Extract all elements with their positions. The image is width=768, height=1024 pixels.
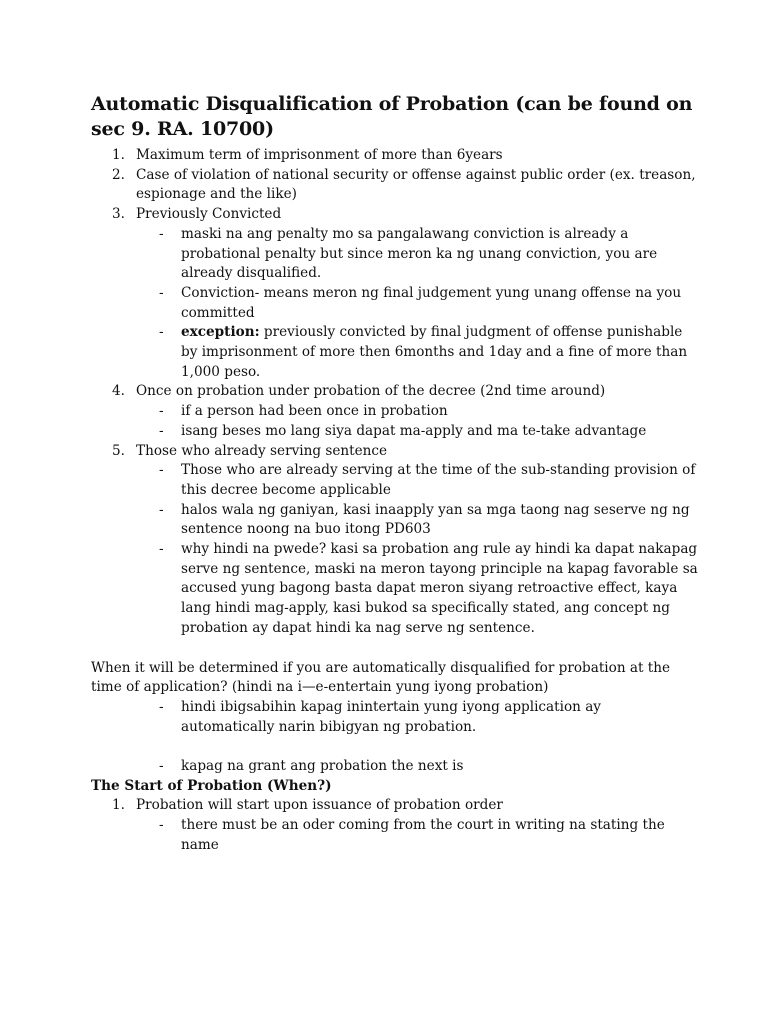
sub-item: [91, 501, 698, 540]
para-sub-item: [91, 698, 698, 737]
list-item: [91, 442, 698, 639]
item-number: 5.: [112, 442, 125, 459]
para-sub-text: kapag na grant ang probation the next is: [181, 758, 464, 775]
application-paragraph: When it will be determined if you are automatically disqualified for probation at the time of application? (hindi na i—e-entertain yung iyong probation): [91, 659, 671, 696]
dash-bullet: -: [159, 541, 164, 558]
dash-bullet: -: [159, 817, 164, 834]
sub-text: Conviction- means meron ng final judgement yung unang offense na you committed: [181, 284, 682, 321]
sub-list: [136, 402, 698, 441]
list-item: [91, 146, 698, 166]
sub-text: halos wala ng ganiyan, kasi inaapply yan sa mga taong nag seserve ng ng sentence noong na buo itong PD603: [181, 501, 690, 538]
document-body: [91, 146, 698, 856]
item-text: Case of violation of national security or offense against public order (ex. treason, espionage and the like): [136, 166, 696, 203]
item-text: Those who already serving sentence: [136, 442, 388, 459]
dash-bullet: -: [159, 284, 164, 301]
disqualification-list: [91, 146, 698, 639]
item-text: Once on probation under probation of the decree (2nd time around): [136, 383, 606, 400]
item-number: 3.: [112, 206, 125, 223]
start-of-probation-list: [91, 796, 698, 855]
dash-bullet: -: [159, 403, 164, 420]
item-number: 1.: [112, 797, 125, 814]
blank-line: [91, 737, 698, 757]
sub-item: [91, 422, 698, 442]
sub-list: [136, 816, 698, 855]
item-text: Probation will start upon issuance of probation order: [136, 797, 503, 814]
sub-list: [136, 461, 698, 638]
document-title: Automatic Disqualification of Probation (can be found on sec 9. RA. 10700): [91, 93, 693, 140]
para-sub-text: hindi ibigsabihin kapag inintertain yung iyong application ay automatically narin bibigyan ng probation.: [181, 698, 601, 735]
sub-item: [91, 225, 698, 284]
item-text: Previously Convicted: [136, 206, 282, 223]
dash-bullet: -: [159, 462, 164, 479]
sub-text: there must be an oder coming from the court in writing na stating the name: [181, 817, 665, 853]
dash-bullet: -: [159, 422, 164, 439]
sub-text: maski na ang penalty mo sa pangalawang conviction is already a probational penalty but since meron ka ng unang conviction, you are already disqualified.: [181, 225, 658, 282]
sub-text: isang beses mo lang siya dapat ma-apply and ma te-take advantage: [181, 422, 647, 439]
sub-list: [136, 225, 698, 383]
dash-bullet: -: [159, 501, 164, 518]
dash-bullet: -: [159, 758, 164, 775]
sub-item: [91, 461, 698, 500]
list-item: [91, 166, 698, 205]
sub-item: [91, 816, 698, 855]
item-text: Maximum term of imprisonment of more than 6years: [136, 147, 503, 163]
dash-bullet: -: [159, 324, 164, 341]
sub-item: [91, 402, 698, 422]
para-sub-item: [91, 757, 698, 777]
list-item: [91, 205, 698, 382]
sub-item: [91, 284, 698, 323]
item-number: 4.: [112, 383, 125, 400]
item-number: 1.: [112, 147, 125, 163]
dash-bullet: -: [159, 225, 164, 242]
list-item: [91, 382, 698, 441]
dash-bullet: -: [159, 698, 164, 715]
list-item: [91, 796, 698, 855]
sub-text: why hindi na pwede? kasi sa probation ang rule ay hindi ka dapat nakapag serve ng sentence, maski na meron tayong principle na kapag favorable sa accused yung bagong basta dapat meron siyang retroactive effect, kaya lang hindi mag-apply, kasi bukod sa specifically stated, ang concept ng probation ay dapat hindi ka nag serve ng sentence.: [181, 541, 698, 636]
sub-text: Those who are already serving at the time of the sub-standing provision of this decree become applicable: [181, 462, 696, 498]
sub-item: [91, 323, 698, 382]
sub-text: if a person had been once in probation: [181, 403, 448, 420]
sub-item: [91, 540, 698, 639]
bold-label: exception:: [181, 324, 260, 341]
section-heading: The Start of Probation (When?): [91, 777, 332, 794]
item-number: 2.: [112, 166, 125, 183]
sub-text: previously convicted by final judgment of offense punishable by imprisonment of more then 6months and 1day and a fine of more than 1,000 peso.: [181, 324, 688, 380]
